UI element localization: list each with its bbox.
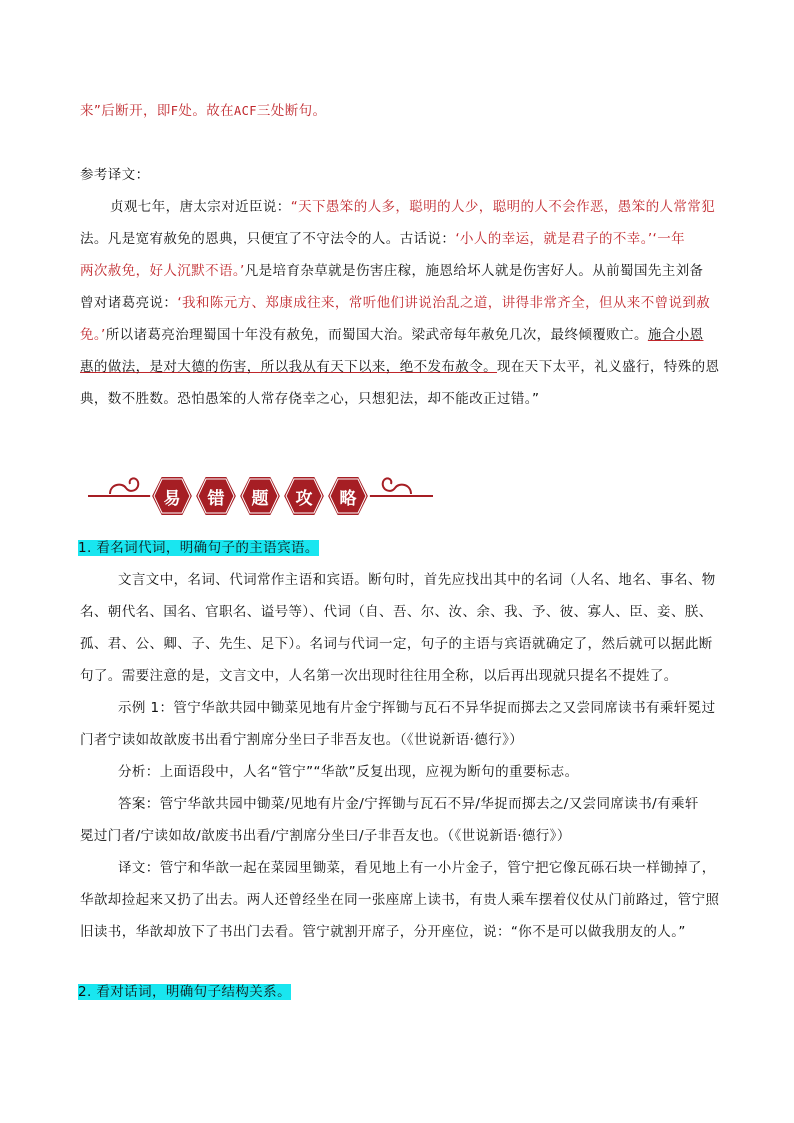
banner-char: 易 (163, 488, 181, 509)
body-line: 文言文中，名词、代词常作主语和宾语。断句时，首先应找出其中的名词（人名、地名、事名、物 (118, 572, 716, 588)
banner-char: 题 (251, 488, 269, 509)
answer-line: 答案：管宁华歆共园中锄菜/见地有片金/宁挥锄与瓦石不异/华捉而掷去之/又尝同席读书/有乘轩 (118, 796, 699, 812)
banner-hex (194, 474, 238, 518)
translation-line: 曾对诸葛亮说：‘我和陈元方、郑康成往来，常听他们讲说治乱之道，讲得非常齐全，但从来不曾说到赦 (80, 295, 711, 311)
translation-line: 典，数不胜数。恐怕愚笨的人常存侥幸之心，只想犯法，却不能改正过错。” (80, 391, 540, 407)
banner-hex (282, 474, 326, 518)
translation-line: 免。’所以诸葛亮治理蜀国十年没有赦免，而蜀国大治。梁武帝每年赦免几次，最终倾覆败亡。施合小恩 (80, 327, 704, 343)
cloud-swirl-right-icon (371, 474, 415, 498)
example-line: 门者宁读如故歆废书出看宁割席分坐曰子非吾友也。（《世说新语·德行》） (80, 732, 524, 748)
section-heading: 1. 看名词代词，明确句子的主语宾语。 (78, 540, 319, 556)
body-line: 名、朝代名、国名、官职名、谥号等）、代词（自、吾、尔、汝、余、我、予、彼、寡人、臣、妾、朕、 (80, 604, 713, 620)
body-line: 句了。需要注意的是，文言文中，人名第一次出现时往往用全称，以后再出现就只提名不提姓了。 (80, 668, 678, 684)
section-banner (88, 466, 433, 516)
example-line: 示例 1：管宁华歆共园中锄菜见地有片金宁挥锄与瓦石不异华捉而掷去之又尝同席读书有乘轩冕过 (118, 700, 716, 716)
cloud-swirl-left-icon (106, 474, 150, 498)
answer-line: 冕过门者/宁读如故/歆废书出看/宁割席分坐曰/子非吾友也。（《世说新语·德行》） (80, 828, 571, 844)
banner-char: 错 (207, 488, 225, 509)
analysis-line: 分析：上面语段中，人名“管宁”“华歆”反复出现，应视为断句的重要标志。 (118, 764, 579, 780)
banner-char: 略 (339, 488, 357, 509)
banner-char: 攻 (295, 488, 313, 509)
body-line: 孤、君、公、卿、子、先生、足下）。名词与代词一定，句子的主语与宾语就确定了，然后就可以据此断 (80, 636, 713, 652)
banner-hex (150, 474, 194, 518)
translation-heading: 参考译文： (80, 167, 150, 183)
translation-example-line: 译文：管宁和华歆一起在菜园里锄菜，看见地上有一小片金子，管宁把它像瓦砾石块一样锄掉了， (118, 860, 716, 876)
continuation-line: 来”后断开，即F处。故在ACF三处断句。 (80, 103, 327, 119)
translation-line: 法。凡是宽宥赦免的恩典，只便宜了不守法令的人。古话说：‘小人的幸运，就是君子的不幸。’‘一年 (80, 231, 686, 247)
section-heading: 2. 看对话词，明确句子结构关系。 (78, 984, 291, 1000)
translation-example-line: 旧读书，华歆却放下了书出门去看。管宁就割开席子，分开座位，说：“你不是可以做我朋友的人。” (80, 924, 686, 940)
banner-hex (238, 474, 282, 518)
translation-line: 贞观七年，唐太宗对近臣说：“天下愚笨的人多，聪明的人少，聪明的人不会作恶，愚笨的人常常犯 (110, 199, 716, 215)
translation-line: 两次赦免，好人沉默不语。’凡是培育杂草就是伤害庄稼，施恩给坏人就是伤害好人。从前蜀国先主刘备 (80, 263, 704, 279)
translation-example-line: 华歆却捡起来又扔了出去。两人还曾经坐在同一张座席上读书，有贵人乘车摆着仪仗从门前路过，管宁照 (80, 892, 720, 908)
banner-hex (326, 474, 370, 518)
translation-line: 惠的做法，是对大德的伤害，所以我从有天下以来，绝不发布赦令。现在天下太平，礼义盛行，特殊的恩 (80, 359, 720, 375)
